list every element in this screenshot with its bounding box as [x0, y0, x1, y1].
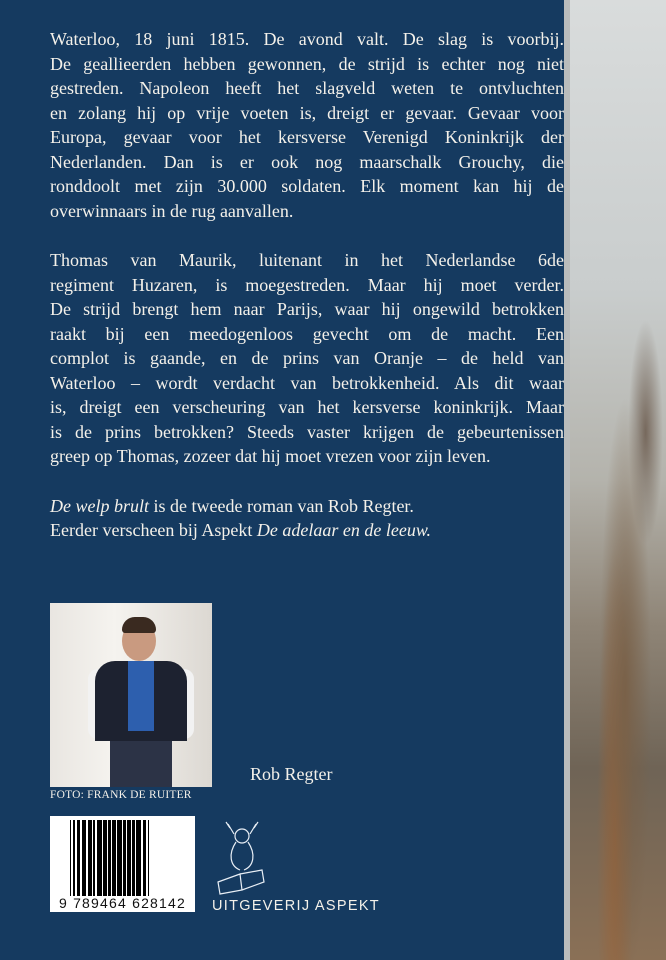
- publisher-logo-icon: [212, 820, 272, 895]
- blurb-line: Europa, gevaar voor het kersverse Verenigd Koninkrijk der: [50, 127, 564, 147]
- blurb-line: De strijd brengt hem naar Parijs, waar hij ongewild betrokken: [50, 299, 564, 319]
- blurb-line: [50, 494, 564, 519]
- cover-painting-strip: [564, 0, 666, 960]
- blurb-paragraph-2: [50, 248, 564, 469]
- book-title: De welp brult: [50, 495, 149, 516]
- blurb-line: overwinnaars in de rug aanvallen.: [50, 200, 294, 221]
- blurb-line: raakt bij een meedogenloos gevecht om de macht. Een: [50, 323, 564, 344]
- blurb-paragraph-3: [50, 494, 564, 543]
- blurb-line: is de prins betrokken? Steeds vaster krijgen de gebeurtenissen: [50, 421, 564, 442]
- blurb-line: greep op Thomas, zozeer dat hij moet vrezen voor zijn leven.: [50, 446, 491, 466]
- barcode-bars: [70, 820, 190, 896]
- barcode-bar: [148, 820, 149, 896]
- publisher-name: UITGEVERIJ ASPEKT: [212, 898, 380, 914]
- blurb-line: gestreden. Napoleon heeft het slagveld weten te ontvluchten: [50, 78, 564, 98]
- blurb-line: De geallieerden hebben gewonnen, de strijd is echter nog niet: [50, 53, 564, 74]
- barcode: [50, 816, 195, 912]
- blurb-line: Waterloo, 18 juni 1815. De avond valt. De slag is voorbij.: [50, 29, 564, 49]
- previous-book-title: De adelaar en de leeuw.: [256, 520, 432, 540]
- blurb-line: Thomas van Maurik, luitenant in het Nederlandse 6de: [50, 250, 564, 270]
- author-photo: [50, 603, 212, 787]
- blurb-line: en zolang hij op vrije voeten is, dreigt er gevaar. Gevaar voor: [50, 102, 564, 123]
- blurb-line: Nederlanden. Dan is er ook nog maarschalk Grouchy, die: [50, 151, 564, 172]
- author-name: Rob Regter: [250, 764, 333, 784]
- blurb: [50, 27, 564, 568]
- blurb-paragraph-1: [50, 27, 564, 223]
- blurb-line: Waterloo – wordt verdacht van betrokkenheid. Als dit waar: [50, 372, 564, 393]
- blurb-text: Eerder verscheen bij Aspekt: [50, 520, 257, 540]
- blurb-line: regiment Huzaren, is moegestreden. Maar hij moet verder.: [50, 274, 564, 295]
- blurb-line: is, dreigt een verscheuring van het kersverse koninkrijk. Maar: [50, 397, 564, 417]
- isbn-number: 9 789464 628142: [59, 895, 186, 911]
- blurb-text: is de tweede roman van Rob Regter.: [149, 495, 414, 516]
- blurb-line: complot is gaande, en de prins van Oranje – de held van: [50, 348, 564, 368]
- blurb-line: ronddoolt met zijn 30.000 soldaten. Elk moment kan hij de: [50, 176, 564, 196]
- photo-credit: FOTO: FRANK DE RUITER: [50, 789, 192, 801]
- blurb-line: [50, 518, 564, 543]
